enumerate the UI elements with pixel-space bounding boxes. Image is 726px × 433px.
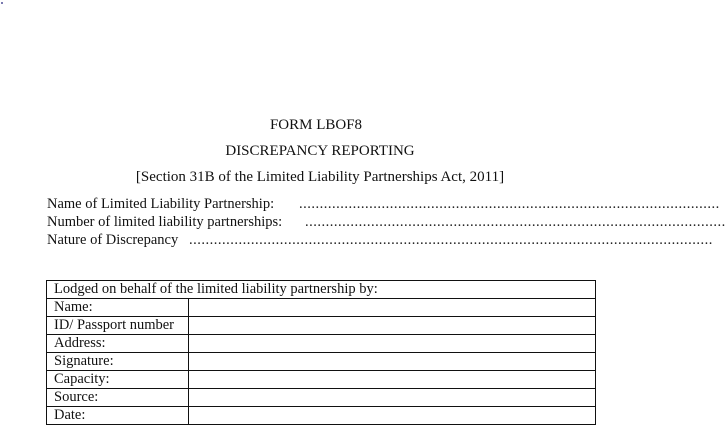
- field-llp-name-label: Name of Limited Liability Partnership:: [47, 196, 275, 212]
- form-title: FORM LBOF8: [269, 117, 363, 133]
- scan-speck: [1, 2, 3, 4]
- table-row: [47, 299, 596, 317]
- lodgement-heading-row: [47, 281, 596, 299]
- field-nature-of-discrepancy-label: Nature of Discrepancy: [47, 232, 179, 248]
- table-row: [47, 335, 596, 353]
- field-number-of-partnerships-label: Number of limited liability partnerships:: [47, 214, 283, 230]
- name-value-cell[interactable]: [189, 299, 596, 317]
- form-subtitle: DISCREPANCY REPORTING: [225, 143, 415, 159]
- field-nature-of-discrepancy-fill-line[interactable]: ...............................................................................................................................: [189, 232, 713, 248]
- field-llp-name-fill-line[interactable]: ......................................................................................................: [299, 196, 720, 212]
- id-passport-value-cell[interactable]: [189, 317, 596, 335]
- source-label: Source:: [47, 389, 189, 407]
- lodgement-table: [46, 280, 596, 425]
- table-row: [47, 353, 596, 371]
- name-label: Name:: [47, 299, 189, 317]
- date-label: Date:: [47, 407, 189, 425]
- field-number-of-partnerships: [47, 214, 726, 232]
- lodgement-heading: Lodged on behalf of the limited liability partnership by:: [47, 281, 596, 299]
- table-row: [47, 407, 596, 425]
- table-row: [47, 371, 596, 389]
- field-nature-of-discrepancy: [47, 232, 713, 250]
- address-label: Address:: [47, 335, 189, 353]
- source-value-cell[interactable]: [189, 389, 596, 407]
- section-reference: [Section 31B of the Limited Liability Partnerships Act, 2011]: [135, 169, 505, 185]
- capacity-label: Capacity:: [47, 371, 189, 389]
- signature-label: Signature:: [47, 353, 189, 371]
- id-passport-label: ID/ Passport number: [47, 317, 189, 335]
- date-value-cell[interactable]: [189, 407, 596, 425]
- field-llp-name: [47, 196, 720, 214]
- field-number-of-partnerships-fill-line[interactable]: ......................................................................................................: [305, 214, 726, 230]
- table-row: [47, 317, 596, 335]
- capacity-value-cell[interactable]: [189, 371, 596, 389]
- address-value-cell[interactable]: [189, 335, 596, 353]
- signature-value-cell[interactable]: [189, 353, 596, 371]
- table-row: [47, 389, 596, 407]
